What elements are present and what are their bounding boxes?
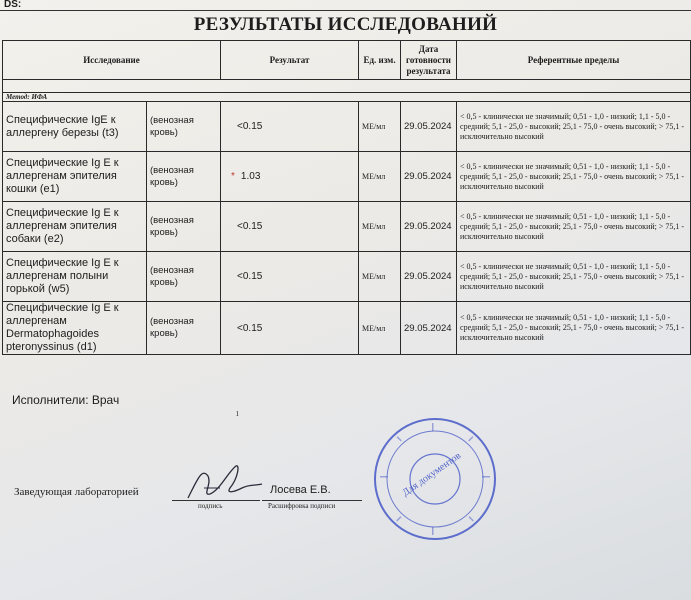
name-line (262, 500, 362, 501)
result-cell (221, 252, 359, 302)
unit: МЕ/мл (359, 202, 401, 252)
stamp-text: Для документов (400, 450, 464, 499)
head-of-lab-name: Лосева Е.В. (270, 484, 331, 496)
col-header-result: Результат (221, 41, 359, 80)
test-name: Специфические Ig E к аллергенам полыни горькой (w5) (3, 252, 147, 302)
ready-date: 29.05.2024 (401, 302, 457, 355)
stray-mark: ı (236, 408, 239, 419)
ready-date: 29.05.2024 (401, 102, 457, 152)
test-name: Специфические Ig E к аллергенам Dermatophagoides pteronyssinus (d1) (3, 302, 147, 355)
ready-date: 29.05.2024 (401, 252, 457, 302)
material: (венозная кровь) (147, 202, 221, 252)
result-value: 1.03 (240, 171, 261, 182)
name-caption: Расшифровка подписи (268, 502, 336, 510)
result-cell (221, 302, 359, 355)
ready-date: 29.05.2024 (401, 152, 457, 202)
material: (венозная кровь) (147, 102, 221, 152)
table-header-row (3, 41, 691, 80)
page-title: РЕЗУЛЬТАТЫ ИССЛЕДОВАНИЙ (193, 14, 498, 35)
test-name: Специфические Ig E к аллергенам эпителия кошки (e1) (3, 152, 147, 202)
signature-caption: подпись (198, 502, 223, 510)
table-row (3, 202, 691, 252)
unit: МЕ/мл (359, 102, 401, 152)
unit: МЕ/мл (359, 152, 401, 202)
method-row (3, 93, 691, 102)
reference-range: < 0,5 - клинически не значимый; 0,51 - 1,0 - низкий; 1,1 - 5,0 - средний; 5,1 - 25,0 - высокий; 25,1 - 75,0 - очень высокий; > 75,1 - исключительно высокий (457, 152, 691, 202)
material: (венозная кровь) (147, 252, 221, 302)
table-row (3, 252, 691, 302)
material: (венозная кровь) (147, 152, 221, 202)
ds-header: DS: (0, 0, 691, 11)
col-header-unit: Ед. изм. (359, 41, 401, 80)
result-value: <0.15 (237, 121, 263, 132)
reference-range: < 0,5 - клинически не значимый; 0,51 - 1,0 - низкий; 1,1 - 5,0 - средний; 5,1 - 25,0 - высокий; 25,1 - 75,0 - очень высокий; > 75,1 - исключительно высокий (457, 302, 691, 355)
reference-range: < 0,5 - клинически не значимый; 0,51 - 1,0 - низкий; 1,1 - 5,0 - средний; 5,1 - 25,0 - высокий; 25,1 - 75,0 - очень высокий; > 75,1 - исключительно высокий (457, 252, 691, 302)
executors-line: Исполнители: Врач (12, 393, 120, 407)
method-label: Метод: ИФА (3, 93, 691, 102)
signature-line (172, 500, 260, 501)
spacer-row (3, 80, 691, 93)
result-value: <0.15 (237, 322, 263, 334)
table-row (3, 102, 691, 152)
table-row (3, 152, 691, 202)
col-header-date: Дата готовности результата (401, 41, 457, 80)
col-header-test: Исследование (3, 41, 221, 80)
table-row (3, 302, 691, 355)
results-table (2, 40, 691, 355)
unit: МЕ/мл (359, 252, 401, 302)
result-cell (221, 102, 359, 152)
material: (венозная кровь) (147, 302, 221, 355)
reference-range: < 0,5 - клинически не значимый; 0,51 - 1,0 - низкий; 1,1 - 5,0 - средний; 5,1 - 25,0 - высокий; 25,1 - 75,0 - очень высокий; > 75,1 - исключительно высокий (457, 102, 691, 152)
ready-date: 29.05.2024 (401, 202, 457, 252)
unit: МЕ/мл (359, 302, 401, 355)
result-cell (221, 202, 359, 252)
head-of-lab-label: Заведующая лабораторией (14, 486, 139, 498)
abnormal-flag: * (231, 171, 235, 182)
reference-range: < 0,5 - клинически не значимый; 0,51 - 1,0 - низкий; 1,1 - 5,0 - средний; 5,1 - 25,0 - высокий; 25,1 - 75,0 - очень высокий; > 75,1 - исключительно высокий (457, 202, 691, 252)
result-value: <0.15 (237, 271, 263, 282)
col-header-reference: Референтные пределы (457, 41, 691, 80)
test-name: Специфические Ig E к аллергенам эпителия собаки (e2) (3, 202, 147, 252)
official-stamp (370, 414, 500, 544)
result-cell (221, 152, 359, 202)
result-value: <0.15 (237, 221, 263, 232)
test-name: Специфические IgE к аллергену березы (t3) (3, 102, 147, 152)
